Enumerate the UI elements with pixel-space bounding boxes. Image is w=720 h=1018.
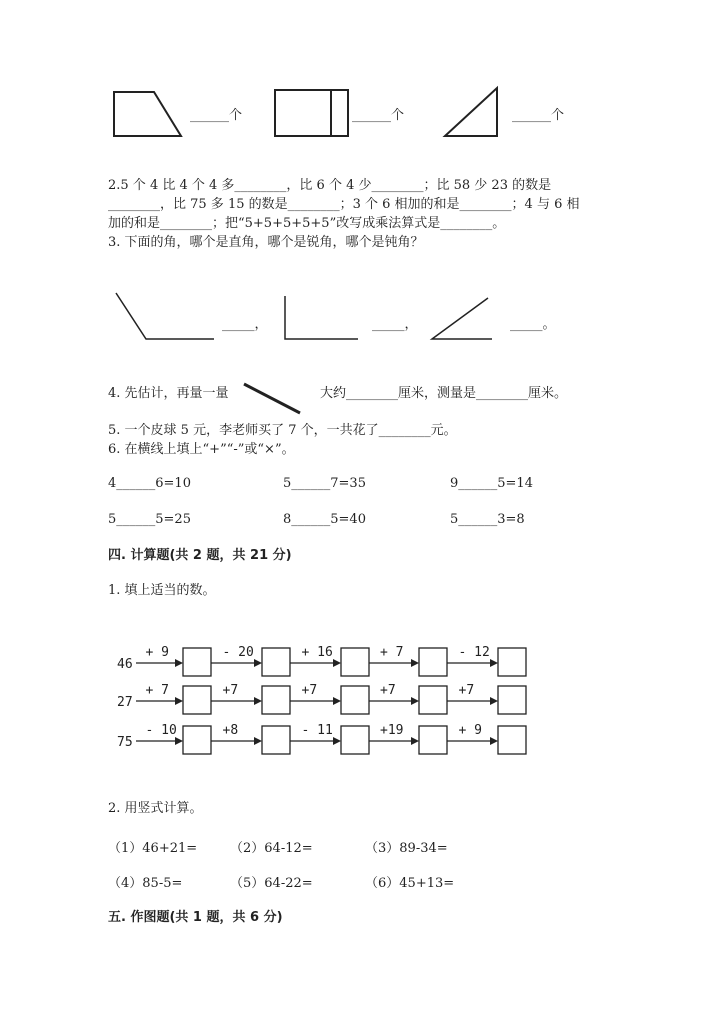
answer-box xyxy=(341,726,369,754)
answer-box xyxy=(183,648,211,676)
triangle-shape xyxy=(445,88,497,136)
answer-box xyxy=(419,686,447,714)
q3-text: 3. 下面的角，哪个是直角，哪个是锐角，哪个是钝角？ xyxy=(108,235,424,250)
answer-box xyxy=(183,726,211,754)
right-angle xyxy=(285,296,358,339)
equation: 4______6=10 xyxy=(108,476,191,491)
chain-start: 46 xyxy=(117,657,133,672)
arrow-head xyxy=(254,697,262,705)
answer-box xyxy=(341,648,369,676)
chain-operation: + 7 xyxy=(380,645,404,660)
trapezoid-shape xyxy=(114,92,181,136)
chain-operation: + 16 xyxy=(301,645,333,660)
q2-line: 2.5 个 4 比 4 个 4 多________，比 6 个 4 少________；比 58 少 23 的数是 xyxy=(108,178,552,193)
arrow-head xyxy=(254,737,262,745)
q6-text: 6. 在横线上填上“+”“-”或“×”。 xyxy=(108,442,295,457)
blank: _____。 xyxy=(510,317,556,332)
q4-text: 大约________厘米，测量是________厘米。 xyxy=(320,386,568,401)
blank: ______个 xyxy=(190,108,243,123)
answer-box xyxy=(498,648,526,676)
arrow-head xyxy=(490,697,498,705)
number-chains xyxy=(117,645,526,754)
blank: _____， xyxy=(372,317,418,332)
calc-item: （5）64-22= xyxy=(230,876,313,891)
chain-operation: - 12 xyxy=(458,645,490,660)
calc-item: （2）64-12= xyxy=(230,841,313,856)
q2-line: 加的和是________；把“5+5+5+5+5”改写成乘法算式是________。 xyxy=(108,216,506,231)
chain-operation: - 10 xyxy=(145,723,177,738)
blank: ______个 xyxy=(512,108,565,123)
calc-item: （3）89-34= xyxy=(365,841,448,856)
blank: ______个 xyxy=(352,108,405,123)
chain-start: 75 xyxy=(117,735,133,750)
section-title: 五. 作图题(共 1 题，共 6 分) xyxy=(108,910,283,925)
arrow-head xyxy=(490,737,498,745)
section-title: 四. 计算题(共 2 题，共 21 分) xyxy=(108,548,292,563)
arrow-head xyxy=(254,659,262,667)
equation: 5______5=25 xyxy=(108,512,191,527)
equation: 5______7=35 xyxy=(283,476,366,491)
chain-operation: + 7 xyxy=(145,683,169,698)
chain-operation: - 20 xyxy=(222,645,254,660)
obtuse-angle xyxy=(116,293,214,339)
chain-start: 27 xyxy=(117,695,133,710)
equation: 5______3=8 xyxy=(450,512,525,527)
arrow-head xyxy=(490,659,498,667)
answer-box xyxy=(419,726,447,754)
answer-box xyxy=(341,686,369,714)
chain-operation: + 9 xyxy=(458,723,482,738)
chain-operation: - 11 xyxy=(301,723,333,738)
chain-operation: +7 xyxy=(380,683,396,698)
calc-item: （1）46+21= xyxy=(108,841,198,856)
arrow-head xyxy=(175,697,183,705)
answer-box xyxy=(498,726,526,754)
answer-box xyxy=(262,686,290,714)
calc-item: （4）85-5= xyxy=(108,876,183,891)
q5-text: 5. 一个皮球 5 元，李老师买了 7 个，一共花了________元。 xyxy=(108,423,457,438)
measure-segment xyxy=(244,384,300,413)
answer-box xyxy=(419,648,447,676)
arrow-head xyxy=(411,697,419,705)
arrow-head xyxy=(333,659,341,667)
arrow-head xyxy=(411,737,419,745)
blank: _____， xyxy=(222,317,268,332)
calc-item: （6）45+13= xyxy=(365,876,455,891)
q4-text: 4. 先估计，再量一量 xyxy=(108,386,229,401)
answer-box xyxy=(262,726,290,754)
question-title: 1. 填上适当的数。 xyxy=(108,583,216,598)
rectangle-shape xyxy=(275,90,348,136)
acute-angle xyxy=(432,298,492,339)
chain-operation: +7 xyxy=(222,683,239,698)
chain-operation: + 9 xyxy=(145,645,169,660)
arrow-head xyxy=(175,659,183,667)
equation: 8______5=40 xyxy=(283,512,366,527)
arrow-head xyxy=(411,659,419,667)
arrow-head xyxy=(175,737,183,745)
equation: 9______5=14 xyxy=(450,476,533,491)
arrow-head xyxy=(333,737,341,745)
chain-operation: +19 xyxy=(380,723,404,738)
chain-operation: +7 xyxy=(301,683,318,698)
q2-line: ________，比 75 多 15 的数是________；3 个 6 相加的和是________；4 与 6 相 xyxy=(108,197,580,212)
answer-box xyxy=(498,686,526,714)
question-title: 2. 用竖式计算。 xyxy=(108,801,203,816)
chain-operation: +7 xyxy=(458,683,475,698)
answer-box xyxy=(262,648,290,676)
chain-operation: +8 xyxy=(222,723,239,738)
answer-box xyxy=(183,686,211,714)
arrow-head xyxy=(333,697,341,705)
